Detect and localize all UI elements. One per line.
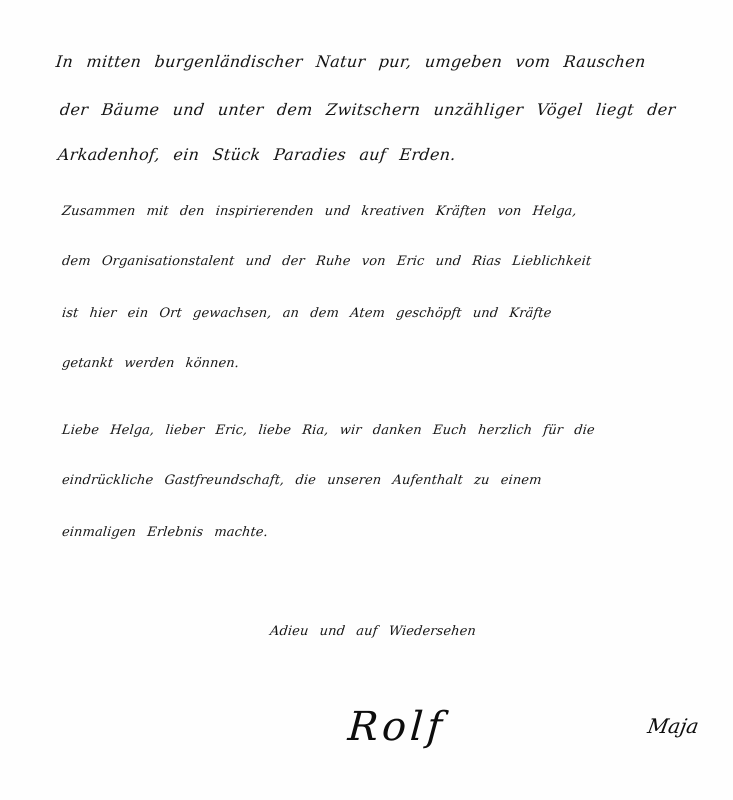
- letter-line: ist hier ein Ort gewachsen, an dem Atem geschöpft und Kräfte: [61, 306, 553, 321]
- letter-line: Liebe Helga, lieber Eric, liebe Ria, wir danken Euch herzlich für die: [61, 423, 596, 438]
- letter-line: eindrückliche Gastfreundschaft, die unseren Aufenthalt zu einem: [61, 473, 543, 488]
- letter-line: einmaligen Erlebnis machte.: [61, 525, 269, 540]
- letter-line: Arkadenhof, ein Stück Paradies auf Erden.: [57, 145, 457, 164]
- letter-line: In mitten burgenländischer Natur pur, umgeben vom Rauschen: [55, 52, 647, 71]
- letter-line: dem Organisationstalent und der Ruhe von Eric und Rias Lieblichkeit: [61, 254, 592, 269]
- letter-line: der Bäume und unter dem Zwitschern unzähliger Vögel liegt der: [59, 100, 677, 119]
- signature-rolf: Rolf: [346, 704, 448, 750]
- signature-maja: Maja: [645, 714, 701, 738]
- letter-line: Zusammen mit den inspirierenden und kreativen Kräften von Helga,: [61, 204, 578, 219]
- letter-line: getankt werden können.: [61, 356, 240, 371]
- closing-line: Adieu und auf Wiedersehen: [269, 624, 477, 639]
